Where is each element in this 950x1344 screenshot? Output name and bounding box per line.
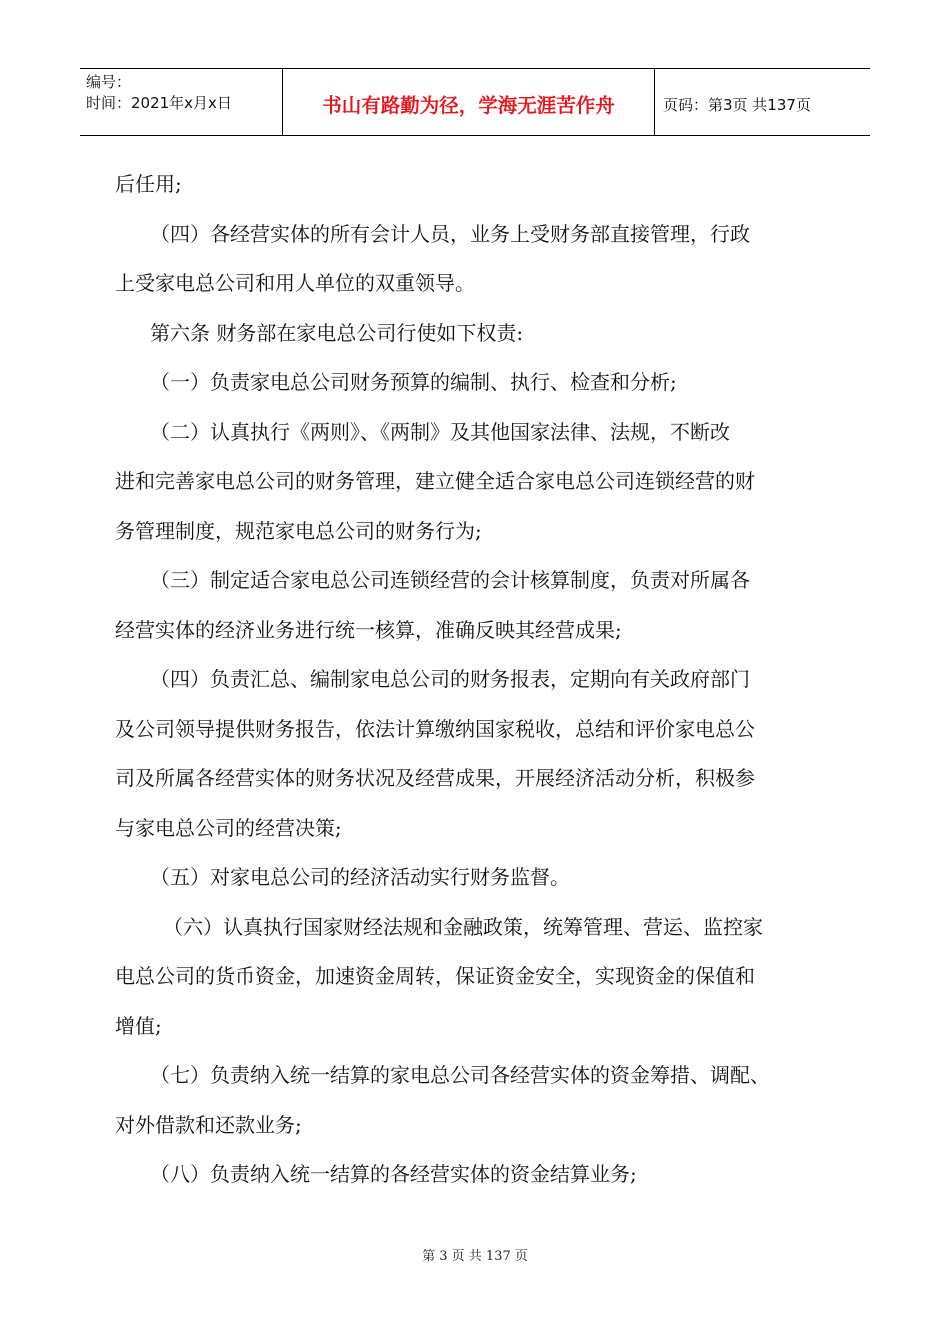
text-line: 电总公司的货币资金，加速资金周转，保证资金安全，实现资金的保值和 bbox=[115, 964, 755, 988]
text-line: 司及所属各经营实体的财务状况及经营成果，开展经济活动分析，积极参 bbox=[115, 766, 755, 790]
text-line: （三）制定适合家电总公司连锁经营的会计核算制度，负责对所属各 bbox=[150, 568, 750, 592]
text-line: 增值; bbox=[115, 1013, 162, 1038]
text-line: （八）负责纳入统一结算的各经营实体的资金结算业务; bbox=[150, 1162, 637, 1186]
text-line: 对外借款和还款业务; bbox=[115, 1112, 302, 1137]
text-line: （四）负责汇总、编制家电总公司的财务报表，定期向有关政府部门 bbox=[150, 667, 750, 691]
header-motto: 书山有路勤为径，学海无涯苦作舟 bbox=[283, 69, 655, 135]
text-line: 经营实体的经济业务进行统一核算，准确反映其经营成果; bbox=[115, 617, 622, 642]
text-line: （四）各经营实体的所有会计人员，业务上受财务部直接管理，行政 bbox=[150, 221, 750, 246]
text-line: 后任用; bbox=[115, 172, 182, 196]
text-line: 上受家电总公司和用人单位的双重领导。 bbox=[115, 271, 475, 295]
document-code-label: 编号： bbox=[86, 73, 132, 91]
page-footer: 第 3 页 共 137 页 bbox=[422, 1249, 528, 1264]
header-page-info: 页码：第3页 共137页 bbox=[663, 95, 811, 114]
document-date: 时间：2021年x月x日 bbox=[86, 94, 232, 112]
text-line: （七）负责纳入统一结算的家电总公司各经营实体的资金筹措、调配、 bbox=[150, 1063, 770, 1087]
text-line: （一）负责家电总公司财务预算的编制、执行、检查和分析; bbox=[150, 370, 677, 394]
document-body bbox=[115, 160, 845, 1200]
text-line: （二）认真执行《两则》、《两制》及其他国家法律、法规，不断改 bbox=[150, 419, 730, 444]
text-line: 与家电总公司的经营决策; bbox=[115, 815, 342, 840]
text-line: （五）对家电总公司的经济活动实行财务监督。 bbox=[150, 865, 570, 889]
text-line: （六）认真执行国家财经法规和金融政策，统筹管理、营运、监控家 bbox=[163, 914, 763, 939]
text-line: 第六条 财务部在家电总公司行使如下权责: bbox=[150, 320, 524, 345]
text-line: 及公司领导提供财务报告，依法计算缴纳国家税收，总结和评价家电总公 bbox=[115, 716, 755, 741]
page-header bbox=[80, 68, 870, 136]
header-meta bbox=[80, 69, 283, 135]
text-line: 务管理制度，规范家电总公司的财务行为; bbox=[115, 518, 482, 543]
text-line: 进和完善家电总公司的财务管理，建立健全适合家电总公司连锁经营的财 bbox=[115, 469, 755, 493]
